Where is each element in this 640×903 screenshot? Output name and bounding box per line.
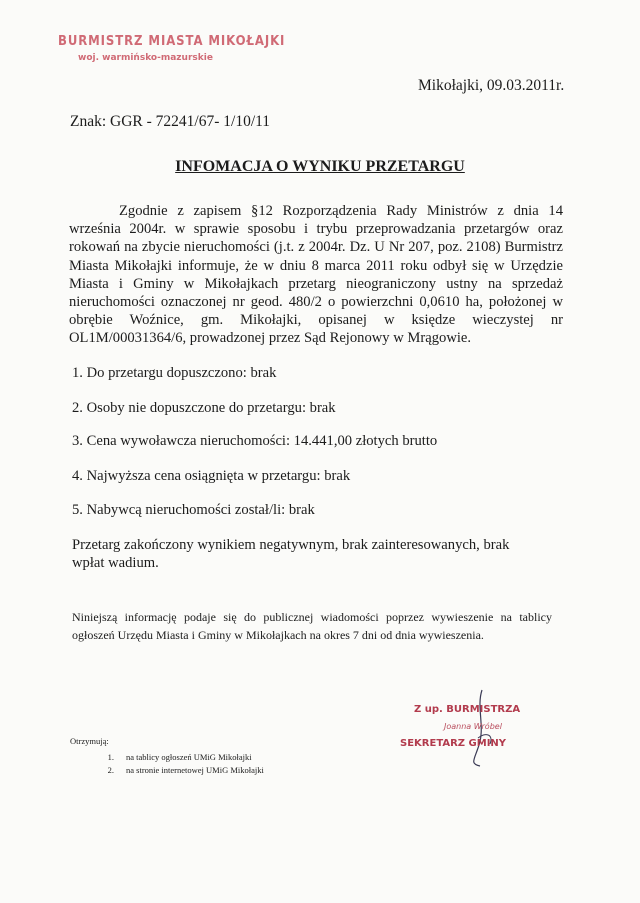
- list-item-number: 4.: [72, 468, 83, 484]
- list-item: [72, 400, 336, 417]
- stamp-line-2: woj. warmińsko-mazurskie: [78, 53, 213, 63]
- recipients-list: [70, 752, 264, 775]
- signature-stamp: [390, 688, 570, 768]
- stamp-line-1: BURMISTRZ MIASTA MIKOŁAJKI: [58, 34, 286, 49]
- recipient-number: 1.: [107, 752, 114, 762]
- list-item-number: 1.: [72, 365, 83, 381]
- recipients-block: [70, 736, 264, 778]
- notice-paragraph: Niniejszą informację podaje się do publicznej wiadomości poprzez wywieszenie na tablicy ogłoszeń Urzędu Miasta i Gminy w Mikołajkach na okres 7 dni od dnia wywieszenia.: [72, 610, 552, 642]
- conclusion-paragraph: Przetarg zakończony wynikiem negatywnym, brak zainteresowanych, brak wpłat wadium.: [72, 537, 510, 571]
- recipient-text: na tablicy ogłoszeń UMiG Mikołajki: [126, 752, 252, 762]
- list-item: [72, 468, 350, 485]
- list-item-text: Do przetargu dopuszczono: brak: [86, 365, 277, 381]
- intro-paragraph: [69, 202, 563, 348]
- recipient-item: [70, 752, 264, 762]
- recipient-number: 2.: [107, 765, 114, 775]
- signature-line-1: Z up. BURMISTRZA: [414, 704, 521, 715]
- list-item-text: Nabywcą nieruchomości został/li: brak: [86, 502, 315, 518]
- intro-text: Zgodnie z zapisem §12 Rozporządzenia Rady Ministrów z dnia 14 września 2004r. w sprawie sposobu i trybu przeprowadzania przetargów oraz rokowań na zbycie nieruchomości (j.t. z 2004r. Dz. U Nr 207, poz. 2108) Burmistrz Miasta Mikołajki informuje, że w dniu 8 marca 2011 roku odbył się w Urzędzie Miasta i Gminy w Mikołajkach przetarg nieograniczony ustny na sprzedaż nieruchomości oznaczonej nr geod. 480/2 o powierzchni 0,0610 ha, położonej w obrębie Woźnice, gm. Mikołajki, opisanej w księdze wieczystej nr OL1M/00031364/6, prowadzonej przez Sąd Rejonowy w Mrągowie.: [69, 203, 563, 347]
- signature-line-3: SEKRETARZ GMINY: [400, 738, 507, 749]
- list-item-text: Osoby nie dopuszczone do przetargu: brak: [86, 400, 336, 416]
- office-stamp: [58, 34, 311, 63]
- list-item-text: Najwyższa cena osiągnięta w przetargu: brak: [86, 468, 351, 484]
- document-title: INFOMACJA O WYNIKU PRZETARGU: [175, 158, 465, 175]
- list-item-text: Cena wywoławcza nieruchomości: 14.441,00 złotych brutto: [86, 433, 438, 449]
- list-item: [72, 502, 315, 519]
- reference-number: Znak: GGR - 72241/67- 1/10/11: [70, 113, 271, 130]
- recipient-item: [70, 765, 264, 775]
- list-item: [72, 433, 437, 450]
- list-item: [72, 365, 276, 382]
- recipient-text: na stronie internetowej UMiG Mikołajki: [126, 765, 264, 775]
- list-item-number: 5.: [72, 502, 83, 518]
- list-item-number: 2.: [72, 400, 83, 416]
- document-date: Mikołajki, 09.03.2011r.: [418, 77, 565, 94]
- recipients-label: Otrzymują:: [70, 736, 109, 746]
- list-item-number: 3.: [72, 433, 83, 449]
- signature-line-2: Joanna Wróbel: [444, 722, 502, 731]
